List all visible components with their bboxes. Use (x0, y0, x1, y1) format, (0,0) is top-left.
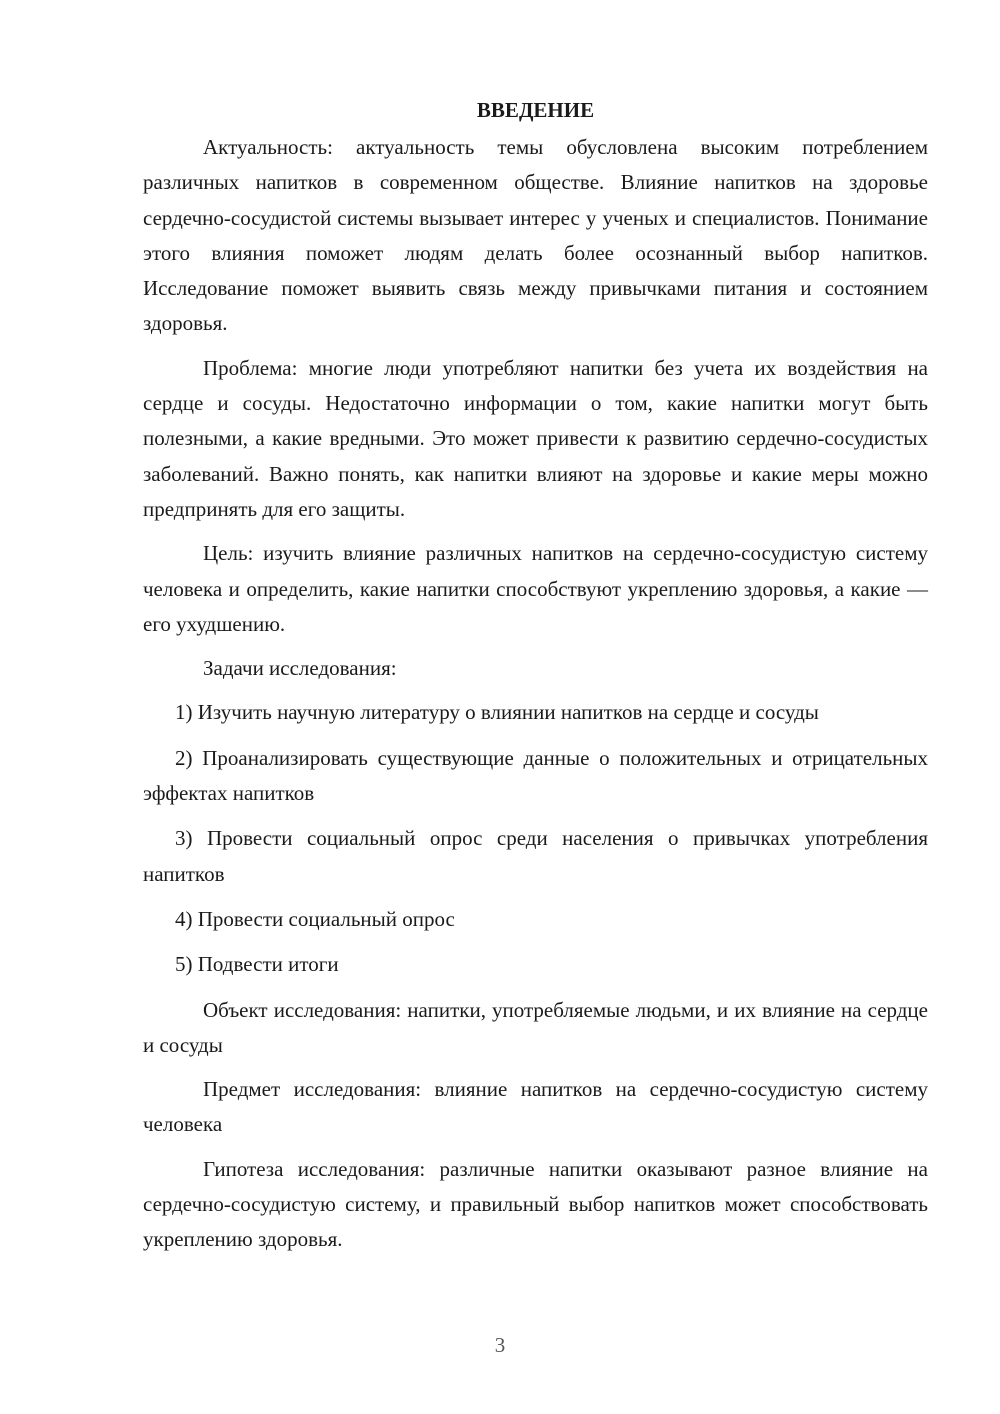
subject-paragraph: Предмет исследования: влияние напитков на сердечно-сосудистую систему человека (143, 1077, 928, 1137)
task-item-1: 1) Изучить научную литературу о влиянии напитков на сердце и сосуды (175, 700, 819, 725)
page-number: 3 (494, 1333, 506, 1357)
goal-paragraph: Цель: изучить влияние различных напитков на сердечно-сосудистую систему человека и определить, какие напитки способствуют укреплению здоровья, а какие — его ухудшению. (143, 541, 928, 636)
object-paragraph: Объект исследования: напитки, употребляемые людьми, и их влияние на сердце и сосуды (143, 997, 928, 1057)
document-page (143, 90, 928, 1267)
tasks-heading: Задачи исследования: (203, 656, 397, 681)
task-item-3: 3) Провести социальный опрос среди населения о привычках употребления напитков (143, 826, 928, 886)
relevance-paragraph: Актуальность: актуальность темы обусловлена высоким потреблением различных напитков в современном обществе. Влияние напитков на здоровье сердечно-сосудистой системы вызывает интерес у ученых и специалистов. Понимание этого влияния поможет людям делать более осознанный выбор напитков. Исследование поможет выявить связь между привычками питания и состоянием здоровья. (143, 135, 928, 336)
task-item-4: 4) Провести социальный опрос (175, 906, 455, 931)
problem-paragraph: Проблема: многие люди употребляют напитки без учета их воздействия на сердце и сосуды. Недостаточно информации о том, какие напитки могут быть полезными, а какие вредными. Это может привести к развитию сердечно-сосудистых заболеваний. Важно понять, как напитки влияют на здоровье и какие меры можно предпринять для его защиты. (143, 355, 928, 521)
hypothesis-paragraph: Гипотеза исследования: различные напитки оказывают разное влияние на сердечно-сосудистую систему, и правильный выбор напитков может способствовать укреплению здоровья. (143, 1156, 928, 1252)
section-title: ВВЕДЕНИЕ (476, 98, 595, 122)
task-item-2: 2) Проанализировать существующие данные о положительных и отрицательных эффектах напитков (143, 745, 928, 806)
task-item-5: 5) Подвести итоги (175, 952, 339, 977)
